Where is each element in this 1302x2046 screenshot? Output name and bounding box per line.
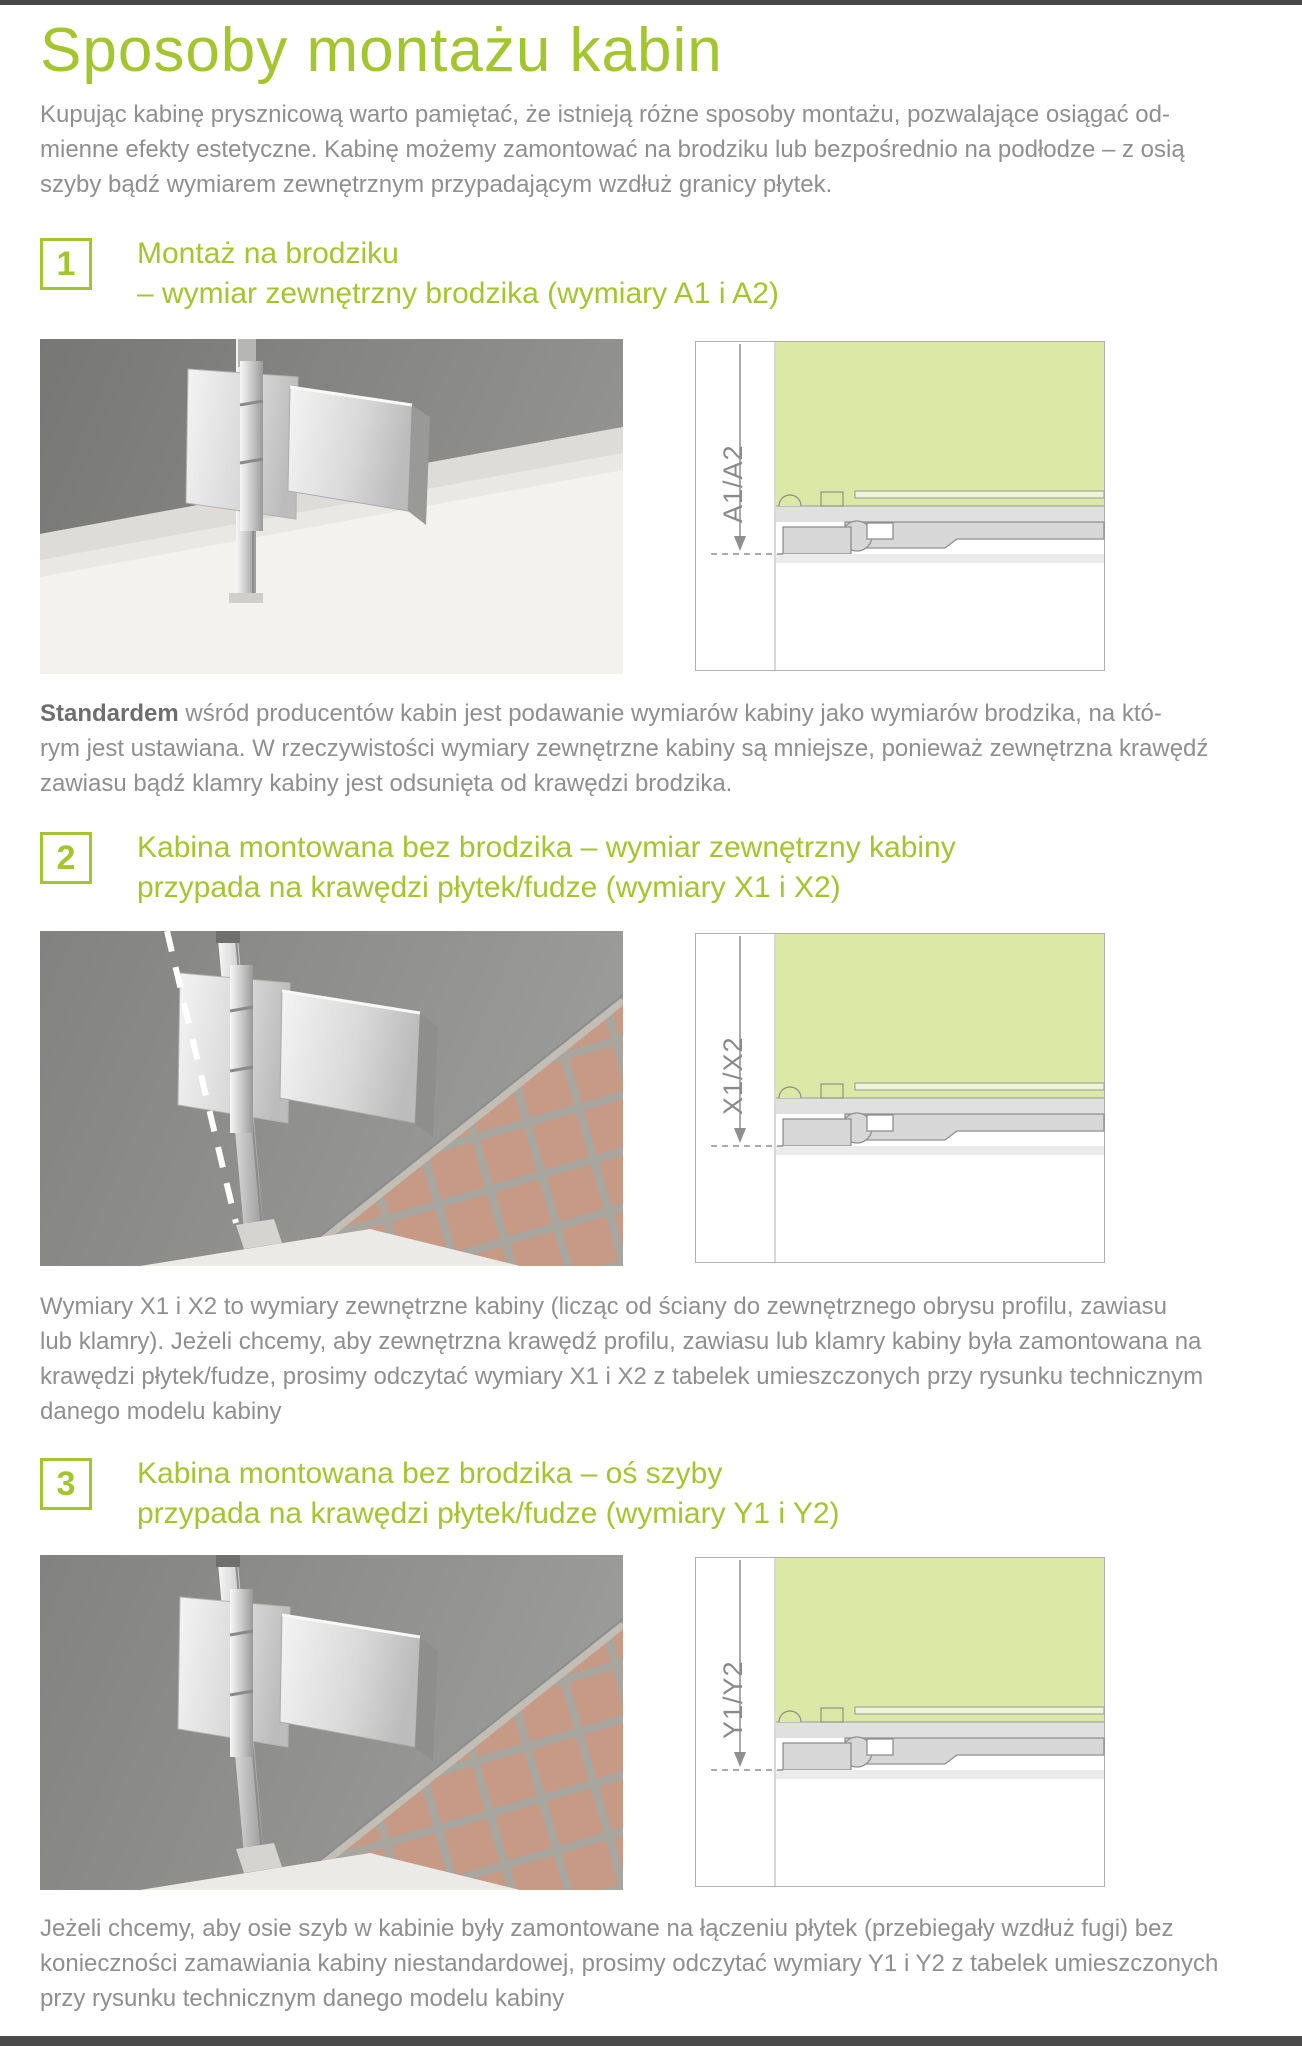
substrate-strip: [776, 554, 1104, 563]
note-line: lub klamry). Jeżeli chcemy, aby zewnętrzna krawędź profilu, zawiasu lub klamry kabiny była zamontowana na: [40, 1328, 1202, 1355]
wall-profile-block: [783, 1743, 851, 1770]
glass-panel-area: [776, 1558, 1104, 1722]
catalog-page: [40, 5, 1255, 2016]
profile-notch: [867, 523, 893, 539]
intro-line: Kupując kabinę prysznicową warto pamiętać, że istnieją różne sposoby montażu, pozwalające osiągać od-: [40, 101, 1170, 128]
profile-notch: [867, 1739, 893, 1755]
section-1-number-badge: 1: [40, 238, 92, 290]
note-line-rest: wśród producentów kabin jest podawanie wymiarów kabiny jako wymiarów brodzika, na któ-: [178, 700, 1162, 727]
note-line: danego modelu kabiny: [40, 1398, 282, 1425]
substrate-strip: [776, 1770, 1104, 1779]
section-1-images: [40, 339, 1255, 674]
floor-band: [776, 506, 1104, 522]
mounting-diagram-a: [695, 341, 1105, 671]
page-title: Sposoby montażu kabin: [40, 16, 723, 85]
mounting-diagram-y: [695, 1557, 1105, 1887]
hinge-on-tray-photo: [40, 339, 623, 674]
section-3-images: [40, 1555, 1255, 1890]
wall-profile-block: [783, 527, 851, 554]
section-2-heading-line2: przypada na krawędzi płytek/fudze (wymiary X1 i X2): [137, 871, 841, 904]
hinge-knuckle: [230, 965, 253, 1133]
note-line: konieczności zamawiania kabiny niestandardowej, prosimy odczytać wymiary Y1 i Y2 z tabelek umieszczonych: [40, 1950, 1219, 1977]
section-1-heading-line1: Montaż na brodziku: [137, 237, 399, 270]
section-2-number-badge: 2: [40, 832, 92, 884]
note-line: rym jest ustawiana. W rzeczywistości wymiary zewnętrzne kabiny są mniejsze, ponieważ zewnętrzna krawędź: [40, 735, 1209, 762]
profile-top-cap: [216, 1555, 240, 1567]
clamp-detail: [821, 492, 843, 506]
hinge-wall-arm: [288, 387, 412, 511]
intro-paragraph: [40, 97, 1255, 202]
section-2-heading-line1: Kabina montowana bez brodzika – wymiar zewnętrzny kabiny: [137, 831, 956, 864]
wall-profile-block: [783, 1119, 851, 1146]
mounting-diagram-x: [695, 933, 1105, 1263]
glass-bottom-seal: [855, 1083, 1104, 1090]
note-bold-lead: Standardem: [40, 700, 179, 727]
page-bottom-edge: [0, 2036, 1302, 2046]
intro-line: mienne efekty estetyczne. Kabinę możemy zamontować na brodziku lub bezpośrednio na podłodze – z osią: [40, 136, 1185, 163]
clamp-detail: [821, 1084, 843, 1098]
section-3-heading: [137, 1454, 840, 1534]
section-3-number-badge: 3: [40, 1458, 92, 1510]
hinge-on-tiles-photo: [40, 1555, 623, 1890]
section-3-header: [40, 1454, 1255, 1534]
note-line: krawędzi płytek/fudze, prosimy odczytać wymiary X1 i X2 z tabelek umieszczonych przy rysunku technicznym: [40, 1363, 1204, 1390]
section-2-note: [40, 1289, 1255, 1429]
hinge-on-tiles-photo-dashed: [40, 931, 623, 1266]
note-line: przy rysunku technicznym danego modelu kabiny: [40, 1985, 565, 2012]
section-2-images: [40, 931, 1255, 1266]
profile-foot: [229, 593, 263, 603]
floor-band: [776, 1722, 1104, 1738]
section-1-note: [40, 696, 1255, 801]
section-3-heading-line1: Kabina montowana bez brodzika – oś szyby: [137, 1457, 723, 1490]
glass-bottom-seal: [855, 491, 1104, 498]
dimension-label: X1/X2: [718, 1036, 748, 1115]
glass-bottom-seal: [855, 1707, 1104, 1714]
section-1-heading-line2: – wymiar zewnętrzny brodzika (wymiary A1 i A2): [137, 277, 779, 310]
profile-notch: [867, 1115, 893, 1131]
glass-panel-area: [776, 934, 1104, 1098]
clamp-detail: [821, 1708, 843, 1722]
section-2-heading: [137, 828, 956, 908]
hinge-knuckle: [240, 361, 263, 531]
floor-band: [776, 1098, 1104, 1114]
glass-panel-area: [776, 342, 1104, 506]
substrate-strip: [776, 1146, 1104, 1155]
note-line: [40, 696, 1255, 731]
section-2-header: [40, 828, 1255, 908]
intro-line: szyby bądź wymiarem zewnętrznym przypadającym wzdłuż granicy płytek.: [40, 171, 833, 198]
note-line: Wymiary X1 i X2 to wymiary zewnętrzne kabiny (licząc od ściany do zewnętrznego obrysu profilu, zawiasu: [40, 1293, 1167, 1320]
section-1-heading: [137, 234, 779, 314]
dimension-label: A1/A2: [718, 444, 748, 523]
dimension-label: Y1/Y2: [718, 1660, 748, 1739]
section-1-header: [40, 234, 1255, 314]
section-3-note: [40, 1911, 1255, 2016]
note-line: Jeżeli chcemy, aby osie szyb w kabinie były zamontowane na łączeniu płytek (przebiegały wzdłuż fugi) bez: [40, 1915, 1174, 1942]
section-3-heading-line2: przypada na krawędzi płytek/fudze (wymiary Y1 i Y2): [137, 1497, 840, 1530]
profile-top-cap: [216, 931, 240, 943]
note-line: zawiasu bądź klamry kabiny jest odsunięta od krawędzi brodzika.: [40, 770, 733, 797]
hinge-knuckle: [230, 1589, 253, 1757]
